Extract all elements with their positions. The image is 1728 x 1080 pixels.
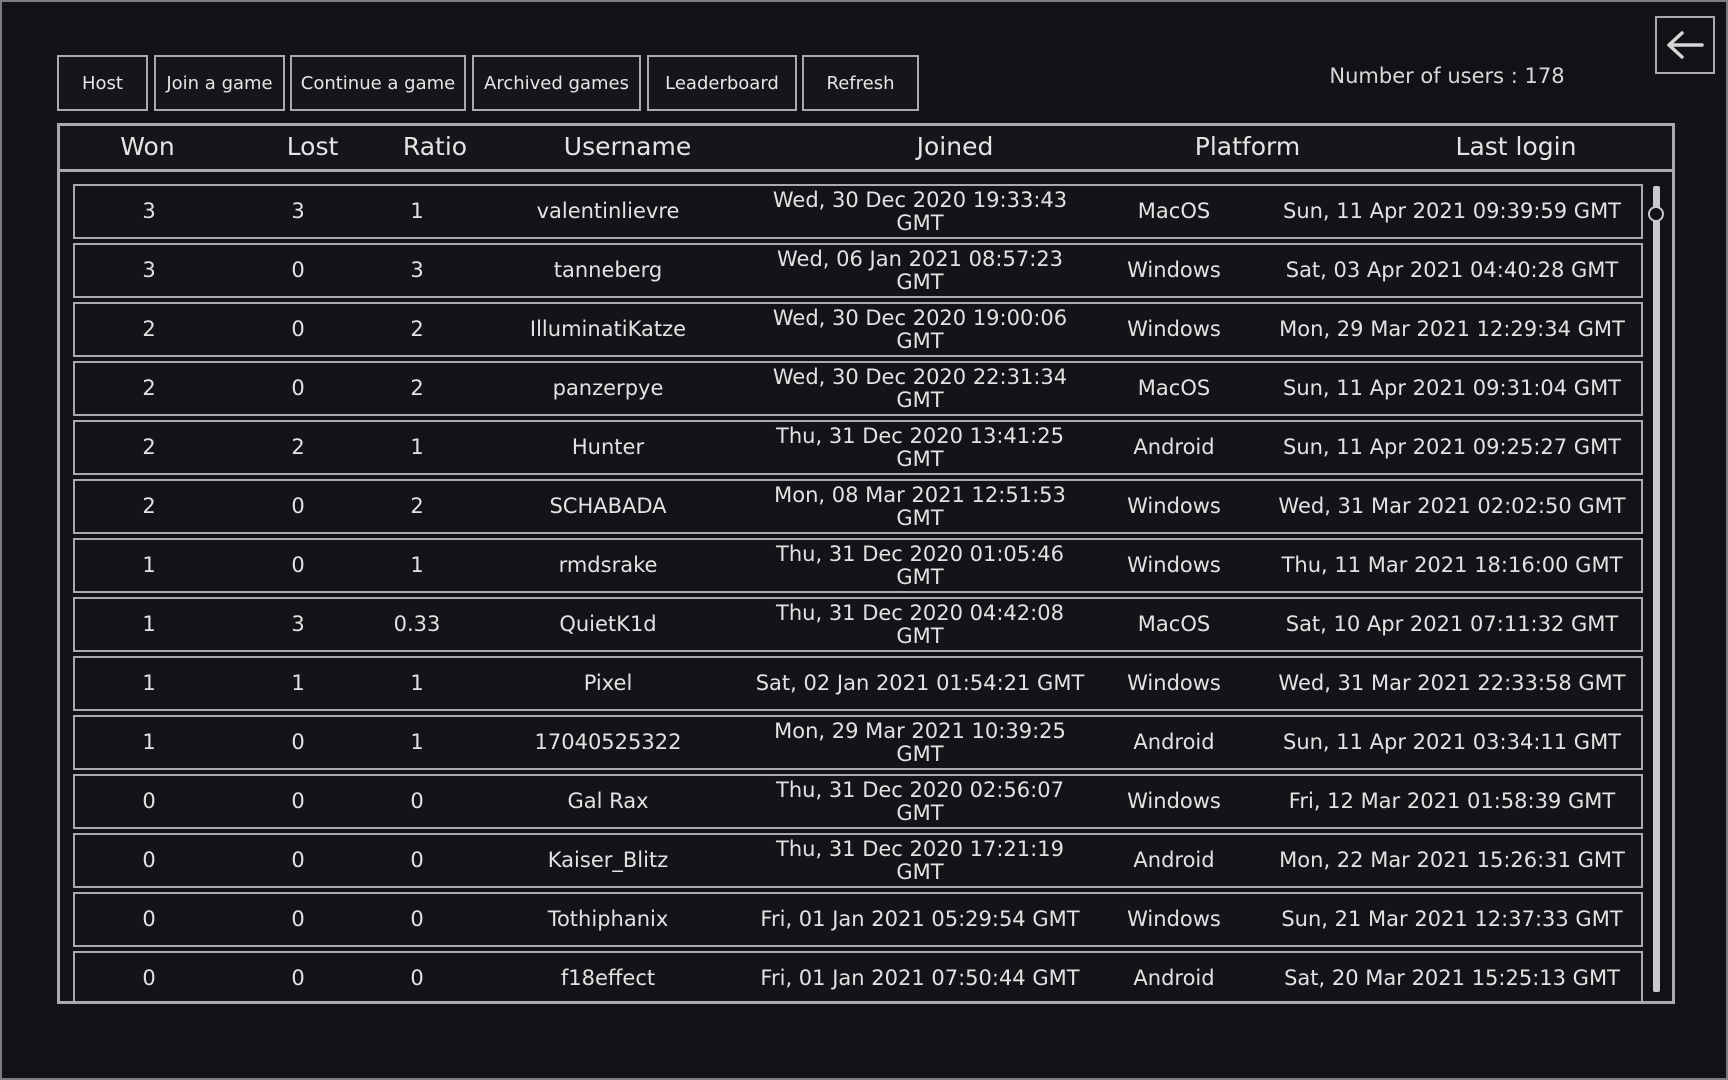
cell-lost: 3 [291,612,305,636]
table-row[interactable] [73,243,1643,298]
cell-joined: Wed, 06 Jan 2021 08:57:23 GMT [776,246,1063,294]
table-row[interactable] [73,538,1643,593]
cell-last-login: Sun, 11 Apr 2021 03:34:11 GMT [1282,730,1622,754]
cell-platform: Android [1133,848,1215,872]
back-button[interactable] [1655,16,1715,74]
cell-last-login: Mon, 29 Mar 2021 12:29:34 GMT [1279,317,1625,341]
cell-platform: Windows [1127,907,1221,931]
cell-won: 3 [142,258,156,282]
cell-won: 2 [142,376,156,400]
cell-lost: 0 [291,317,305,341]
cell-lost: 0 [291,494,305,518]
cell-ratio: 1 [410,553,424,577]
host-button[interactable]: Host [57,55,148,111]
cell-username: Kaiser_Blitz [547,848,669,872]
cell-won: 0 [142,966,156,990]
cell-username: IlluminatiKatze [529,317,687,341]
leaderboard-button[interactable]: Leaderboard [647,55,797,111]
scrollbar-track[interactable] [1653,186,1660,992]
cell-joined: Mon, 29 Mar 2021 10:39:25 GMT [774,718,1066,766]
cell-won: 0 [142,789,156,813]
table-row[interactable] [73,833,1643,888]
arrow-left-icon [1664,29,1706,61]
cell-platform: MacOS [1137,612,1211,636]
cell-platform: Windows [1127,671,1221,695]
cell-won: 1 [142,671,156,695]
cell-last-login: Wed, 31 Mar 2021 22:33:58 GMT [1278,671,1626,695]
cell-lost: 2 [291,435,305,459]
cell-joined: Thu, 31 Dec 2020 17:21:19 GMT [776,836,1064,884]
cell-lost: 0 [291,258,305,282]
header-won: Won [120,132,175,161]
cell-lost: 0 [291,848,305,872]
cell-ratio: 1 [410,671,424,695]
cell-ratio: 2 [410,376,424,400]
cell-last-login: Wed, 31 Mar 2021 02:02:50 GMT [1278,494,1626,518]
cell-username: 17040525322 [534,730,682,754]
cell-platform: Android [1133,966,1215,990]
cell-joined: Wed, 30 Dec 2020 22:31:34 GMT [772,364,1068,412]
cell-won: 1 [142,553,156,577]
header-ratio: Ratio [402,132,468,161]
cell-username: panzerpye [552,376,664,400]
cell-ratio: 1 [410,435,424,459]
cell-lost: 1 [291,671,305,695]
cell-lost: 0 [291,907,305,931]
table-row[interactable] [73,361,1643,416]
cell-last-login: Sat, 10 Apr 2021 07:11:32 GMT [1285,612,1619,636]
cell-lost: 0 [291,376,305,400]
header-joined: Joined [916,132,994,161]
cell-lost: 0 [291,966,305,990]
cell-ratio: 2 [410,317,424,341]
table-row[interactable] [73,951,1643,1004]
cell-joined: Thu, 31 Dec 2020 04:42:08 GMT [776,600,1064,648]
cell-username: valentinlievre [536,199,680,223]
cell-joined: Wed, 30 Dec 2020 19:33:43 GMT [772,187,1068,235]
cell-lost: 0 [291,789,305,813]
cell-last-login: Thu, 11 Mar 2021 18:16:00 GMT [1281,553,1623,577]
cell-joined: Wed, 30 Dec 2020 19:00:06 GMT [772,305,1068,353]
cell-last-login: Mon, 22 Mar 2021 15:26:31 GMT [1279,848,1625,872]
header-lost: Lost [286,132,339,161]
cell-platform: Android [1133,435,1215,459]
cell-ratio: 3 [410,258,424,282]
cell-platform: MacOS [1137,199,1211,223]
cell-won: 1 [142,612,156,636]
cell-won: 2 [142,317,156,341]
table-row[interactable] [73,420,1643,475]
cell-joined: Mon, 08 Mar 2021 12:51:53 GMT [774,482,1066,530]
cell-ratio: 0 [410,966,424,990]
cell-won: 0 [142,907,156,931]
cell-last-login: Sun, 11 Apr 2021 09:31:04 GMT [1282,376,1622,400]
cell-ratio: 0.33 [393,612,441,636]
cell-joined: Sat, 02 Jan 2021 01:54:21 GMT [755,671,1085,695]
cell-lost: 0 [291,730,305,754]
header-platform: Platform [1194,132,1301,161]
cell-username: rmdsrake [558,553,658,577]
table-row[interactable] [73,656,1643,711]
cell-ratio: 2 [410,494,424,518]
table-row[interactable] [73,892,1643,947]
cell-username: tanneberg [553,258,663,282]
cell-won: 2 [142,435,156,459]
table-header [60,126,1672,172]
cell-platform: Windows [1127,789,1221,813]
table-row[interactable] [73,479,1643,534]
cell-username: Pixel [583,671,633,695]
cell-username: Tothiphanix [547,907,669,931]
cell-username: Gal Rax [567,789,649,813]
cell-username: Hunter [571,435,645,459]
cell-username: SCHABADA [549,494,667,518]
cell-username: QuietK1d [559,612,657,636]
cell-joined: Thu, 31 Dec 2020 13:41:25 GMT [776,423,1064,471]
leaderboard-table [57,123,1675,1004]
cell-won: 0 [142,848,156,872]
scrollbar-thumb[interactable] [1648,206,1664,222]
cell-ratio: 1 [410,199,424,223]
cell-last-login: Sun, 11 Apr 2021 09:25:27 GMT [1282,435,1622,459]
cell-last-login: Sun, 11 Apr 2021 09:39:59 GMT [1282,199,1622,223]
continue-game-button[interactable]: Continue a game [290,55,466,111]
cell-ratio: 0 [410,789,424,813]
cell-username: f18effect [560,966,656,990]
cell-ratio: 0 [410,907,424,931]
table-row[interactable] [73,184,1643,239]
cell-platform: Windows [1127,553,1221,577]
cell-platform: Windows [1127,258,1221,282]
join-game-button[interactable]: Join a game [154,55,285,111]
cell-platform: Android [1133,730,1215,754]
cell-ratio: 0 [410,848,424,872]
cell-last-login: Sat, 03 Apr 2021 04:40:28 GMT [1285,258,1619,282]
cell-won: 3 [142,199,156,223]
cell-joined: Fri, 01 Jan 2021 05:29:54 GMT [760,907,1080,931]
cell-joined: Thu, 31 Dec 2020 02:56:07 GMT [776,777,1064,825]
cell-platform: Windows [1127,317,1221,341]
cell-last-login: Fri, 12 Mar 2021 01:58:39 GMT [1288,789,1616,813]
table-row[interactable] [73,302,1643,357]
header-username: Username [563,132,692,161]
cell-lost: 3 [291,199,305,223]
cell-last-login: Sat, 20 Mar 2021 15:25:13 GMT [1284,966,1620,990]
archived-games-button[interactable]: Archived games [472,55,641,111]
table-row[interactable] [73,715,1643,770]
cell-platform: Windows [1127,494,1221,518]
users-count: Number of users : 178 [1329,64,1565,88]
refresh-button[interactable]: Refresh [802,55,919,111]
cell-ratio: 1 [410,730,424,754]
cell-joined: Thu, 31 Dec 2020 01:05:46 GMT [776,541,1064,589]
table-row[interactable] [73,597,1643,652]
table-row[interactable] [73,774,1643,829]
cell-platform: MacOS [1137,376,1211,400]
header-last-login: Last login [1455,132,1577,161]
cell-joined: Fri, 01 Jan 2021 07:50:44 GMT [760,966,1080,990]
cell-last-login: Sun, 21 Mar 2021 12:37:33 GMT [1281,907,1623,931]
cell-lost: 0 [291,553,305,577]
cell-won: 2 [142,494,156,518]
cell-won: 1 [142,730,156,754]
